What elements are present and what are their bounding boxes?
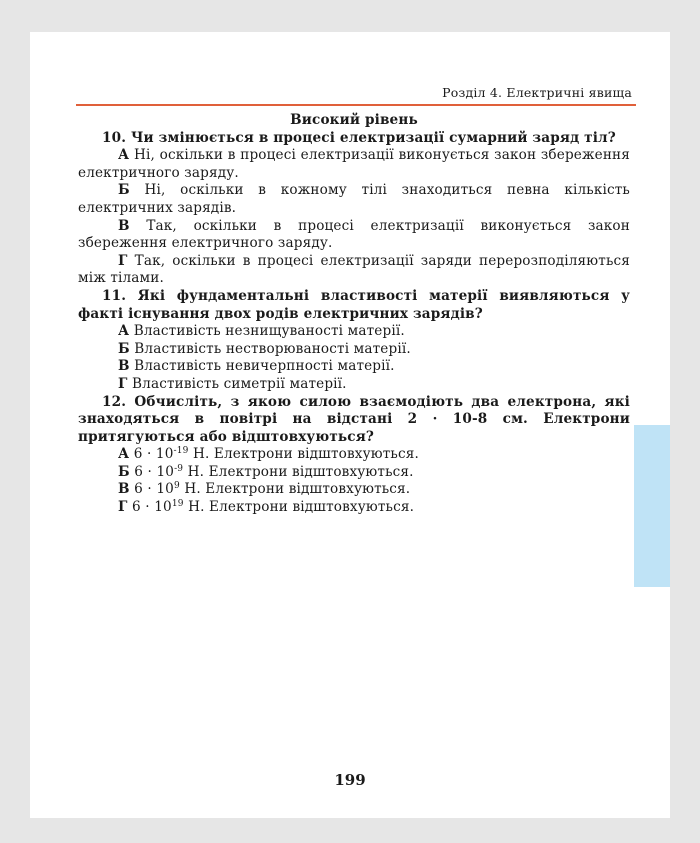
q11-option-b: Б Властивість нестворюваності матерії. bbox=[118, 340, 411, 357]
q10-option-d: Г Так, оскільки в процесі електризації заряди перерозподіляються між тілами. bbox=[78, 252, 630, 287]
q10-option-c: В Так, оскільки в процесі електризації виконується закон збереження електричного заряду. bbox=[78, 217, 630, 252]
question-10: 10. Чи змінюється в процесі електризації сумарний заряд тіл? bbox=[102, 129, 616, 146]
q12-option-a: А $6 \cdot 10^{-19}$ Н. Електрони відштовхуються. bbox=[118, 446, 419, 463]
section-header: Розділ 4. Електричні явища bbox=[442, 85, 632, 100]
q12-option-b: Б $6 \cdot 10^{-9}$ Н. Електрони відштовхуються. bbox=[118, 463, 414, 480]
q11-option-a: А Властивість незнищуваності матерії. bbox=[118, 323, 405, 340]
q11-option-d: Г Властивість симетрії матерії. bbox=[118, 375, 347, 392]
q11-option-c: В Властивість невичерпності матерії. bbox=[118, 358, 395, 375]
page-content bbox=[78, 112, 630, 517]
chapter-side-tab bbox=[634, 425, 670, 587]
level-title: Високий рівень bbox=[290, 112, 418, 128]
q12-option-c: В $6 \cdot 10^9$ Н. Електрони відштовхуються. bbox=[118, 481, 411, 498]
question-11: 11. Які фундаментальні властивості матерії виявляються у факті існування двох родів електричних зарядів? bbox=[78, 287, 630, 322]
header-rule bbox=[76, 104, 636, 106]
question-12: 12. Обчисліть, з якою силою взаємодіють два електрона, які знаходяться в повітрі на відстані 2 · 10-8 см. Електрони притягуються або відштовхуються? bbox=[78, 393, 630, 445]
q12-option-d: Г $6 \cdot 10^{19}$ Н. Електрони відштовхуються. bbox=[118, 499, 415, 516]
q10-option-b: Б Ні, оскільки в кожному тілі знаходиться певна кількість електричних зарядів. bbox=[78, 182, 630, 216]
page-number: 199 bbox=[334, 771, 366, 789]
q10-option-a: А Ні, оскільки в процесі електризації виконується закон збереження електричного заряду. bbox=[78, 147, 630, 181]
